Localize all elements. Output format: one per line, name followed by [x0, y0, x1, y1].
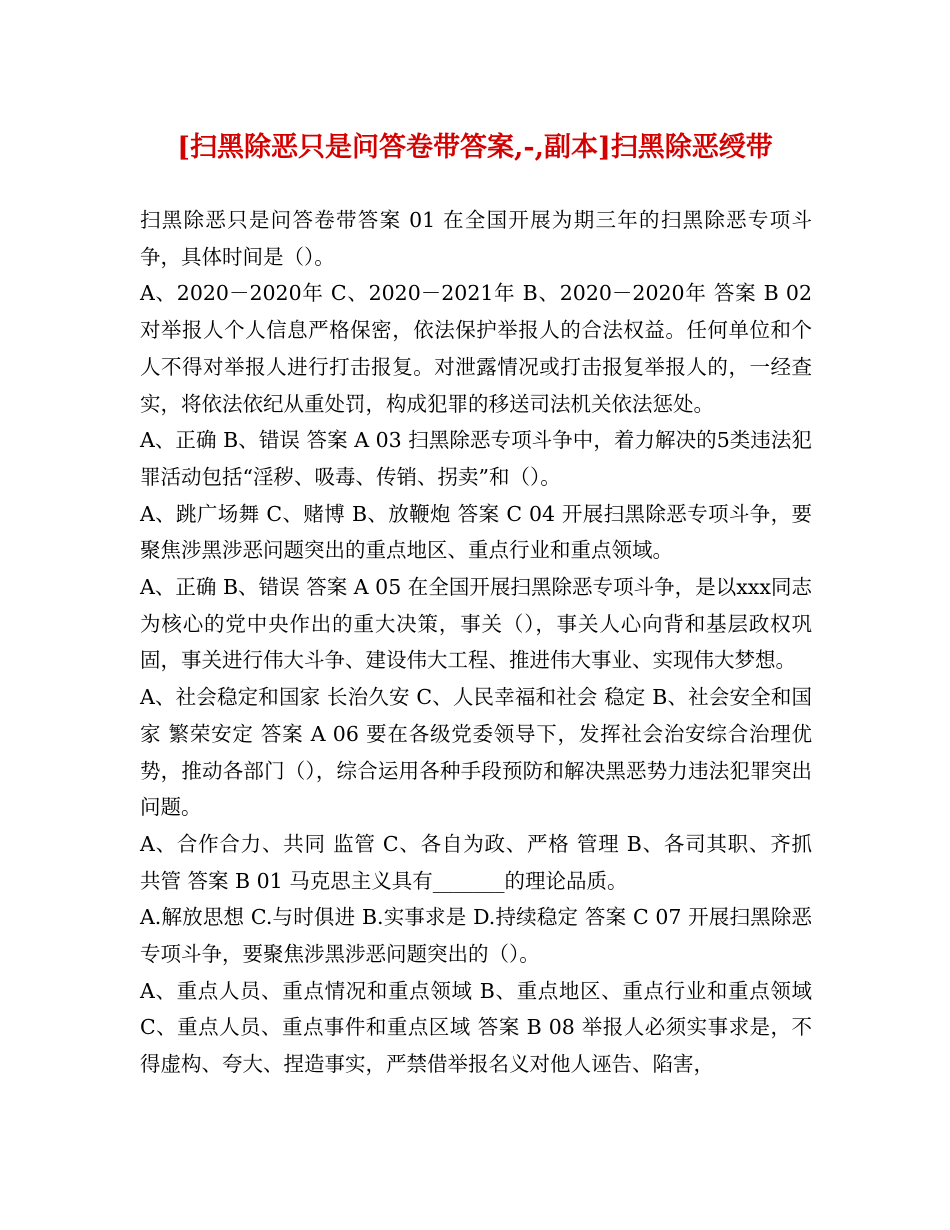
- document-body: [140, 202, 812, 1083]
- paragraph-1: 扫黑除恶只是问答卷带答案 01 在全国开展为期三年的扫黑除恶专项斗争，具体时间是（）。: [140, 208, 812, 269]
- paragraph-2: A、2020－2020年 C、2020－2021年 B、2020－2020年 答案 B 02 对举报人个人信息严格保密，依法保护举报人的合法权益。任何单位和个人不得对举报人进行打击报复。对泄露情况或打击报复举报人的，一经查实，将依法依纪从重处罚，构成犯罪的移送司法机关依法惩处。: [140, 281, 812, 416]
- document-title: [扫黑除恶只是问答卷带答案,-,副本]扫黑除恶绶带: [177, 132, 773, 163]
- paragraph-5: A、正确 B、错误 答案 A 05 在全国开展扫黑除恶专项斗争，是以xxx同志为核心的党中央作出的重大决策，事关（），事关人心向背和基层政权巩固，事关进行伟大斗争、建设伟大工程、推进伟大事业、实现伟大梦想。: [140, 575, 812, 673]
- paragraph-9: A、重点人员、重点情况和重点领域 B、重点地区、重点行业和重点领域 C、重点人员、重点事件和重点区域 答案 B 08 举报人必须实事求是，不得虚构、夸大、捏造事实，严禁借举报名义对他人诬告、陷害，: [140, 978, 812, 1077]
- paragraph-8: A.解放思想 C.与时俱进 B.实事求是 D.持续稳定 答案 C 07 开展扫黑除恶专项斗争，要聚焦涉黑涉恶问题突出的（）。: [140, 905, 812, 967]
- paragraph-6: A、社会稳定和国家 长治久安 C、人民幸福和社会 稳定 B、社会安全和国家 繁荣安定 答案 A 06 要在各级党委领导下，发挥社会治安综合治理优势，推动各部门（），综合运用各种手段预防和解决黑恶势力违法犯罪突出问题。: [140, 685, 812, 820]
- paragraph-7: A、合作合力、共同 监管 C、各自为政、严格 管理 B、各司其职、齐抓 共管 答案 B 01 马克思主义具有_______的理论品质。: [140, 831, 812, 893]
- paragraph-3: A、正确 B、错误 答案 A 03 扫黑除恶专项斗争中，着力解决的5类违法犯罪活动包括“淫秽、吸毒、传销、拐卖”和（）。: [140, 428, 812, 489]
- paragraph-4: A、跳广场舞 C、赌博 B、放鞭炮 答案 C 04 开展扫黑除恶专项斗争，要聚焦涉黑涉恶问题突出的重点地区、重点行业和重点领域。: [140, 501, 812, 563]
